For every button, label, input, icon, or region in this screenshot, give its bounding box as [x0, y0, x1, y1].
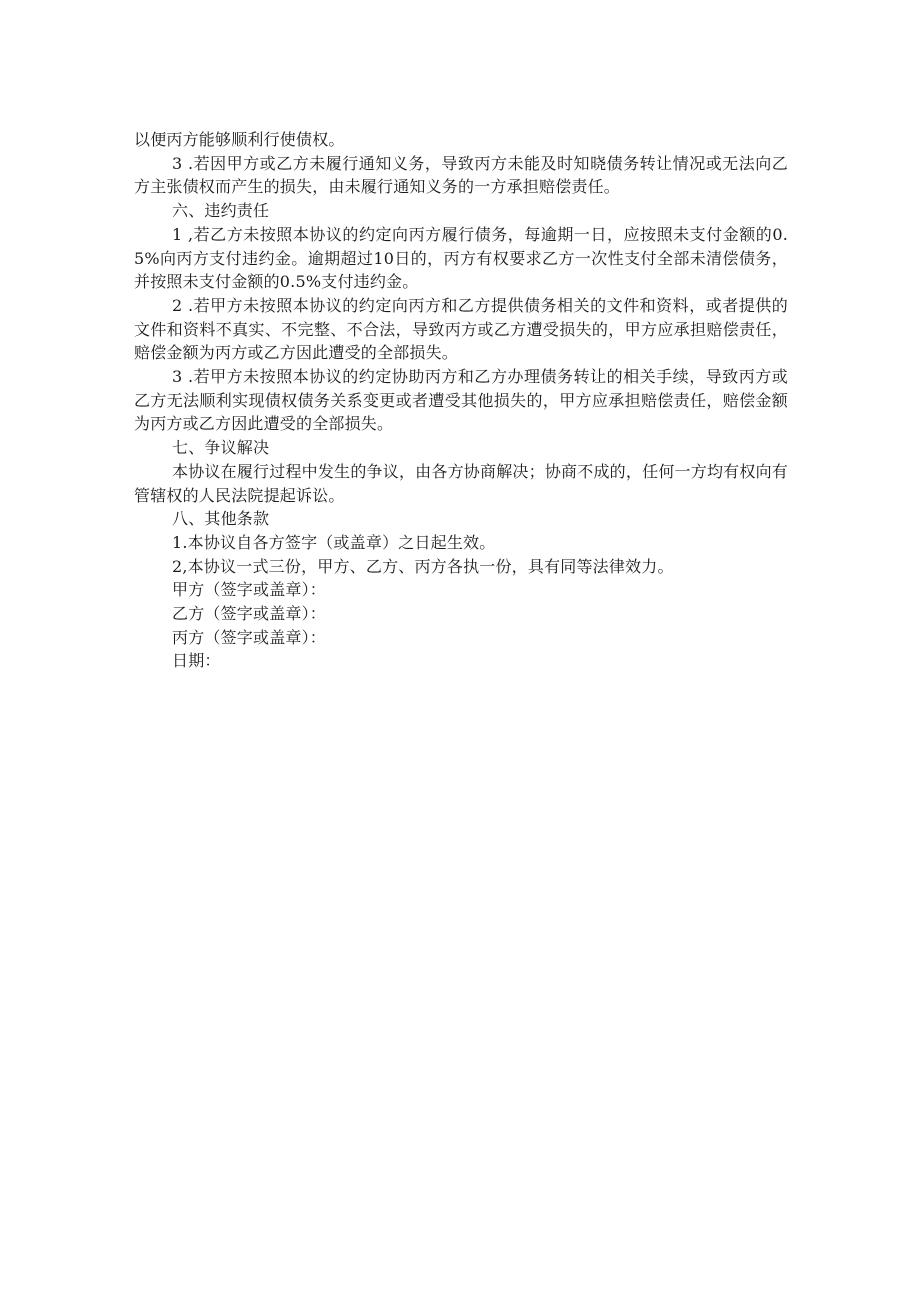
signature-date: 日期：: [172, 651, 221, 671]
clause-8-2: 2,本协议一式三份，甲方、乙方、丙方各执一份，具有同等法律效力。: [172, 556, 674, 576]
clause-8-1: 1.本协议自各方签字（或盖章）之日起生效。: [172, 532, 496, 552]
clause-6-2: 2 .若甲方未按照本协议的约定向丙方和乙方提供债务相关的文件和资料，或者提供的文件和资料不真实、不完整、不合法，导致丙方或乙方遭受损失的，甲方应承担赔偿责任，赔偿金额为丙方或乙方因此遭受的全部损失。: [134, 295, 788, 363]
clause-6-3: 3 .若甲方未按照本协议的约定协助丙方和乙方办理债务转让的相关手续，导致丙方或乙方无法顺利实现债权债务关系变更或者遭受其他损失的，甲方应承担赔偿责任，赔偿金额为丙方或乙方因此遭受的全部损失。: [134, 367, 788, 434]
signature-party-b: 乙方（签字或盖章）：: [172, 604, 327, 624]
clause-5-3: 3 .若因甲方或乙方未履行通知义务，导致丙方未能及时知晓债务转让情况或无法向乙方主张债权而产生的损失，由未履行通知义务的一方承担赔偿责任。: [134, 153, 788, 197]
signature-party-c: 丙方（签字或盖章）：: [172, 627, 327, 647]
section-heading-dispute-resolution: 七、争议解决: [172, 438, 270, 458]
signature-party-a: 甲方（签字或盖章）：: [172, 580, 327, 600]
section-heading-breach-liability: 六、违约责任: [172, 201, 270, 221]
clause-7: 本协议在履行过程中发生的争议，由各方协商解决；协商不成的，任何一方均有权向有管辖权的人民法院提起诉讼。: [134, 461, 788, 505]
section-heading-other-terms: 八、其他条款: [172, 509, 270, 529]
document-body: [134, 128, 788, 673]
paragraph-continuation: 以便丙方能够顺利行使债权。: [134, 130, 345, 149]
clause-6-1: 1 ,若乙方未按照本协议的约定向丙方履行债务，每逾期一日，应按照未支付金额的0.5%向丙方支付违约金。逾期超过10日的，丙方有权要求乙方一次性支付全部未清偿债务，并按照未支付金额的0.5%支付违约金。: [134, 224, 788, 292]
